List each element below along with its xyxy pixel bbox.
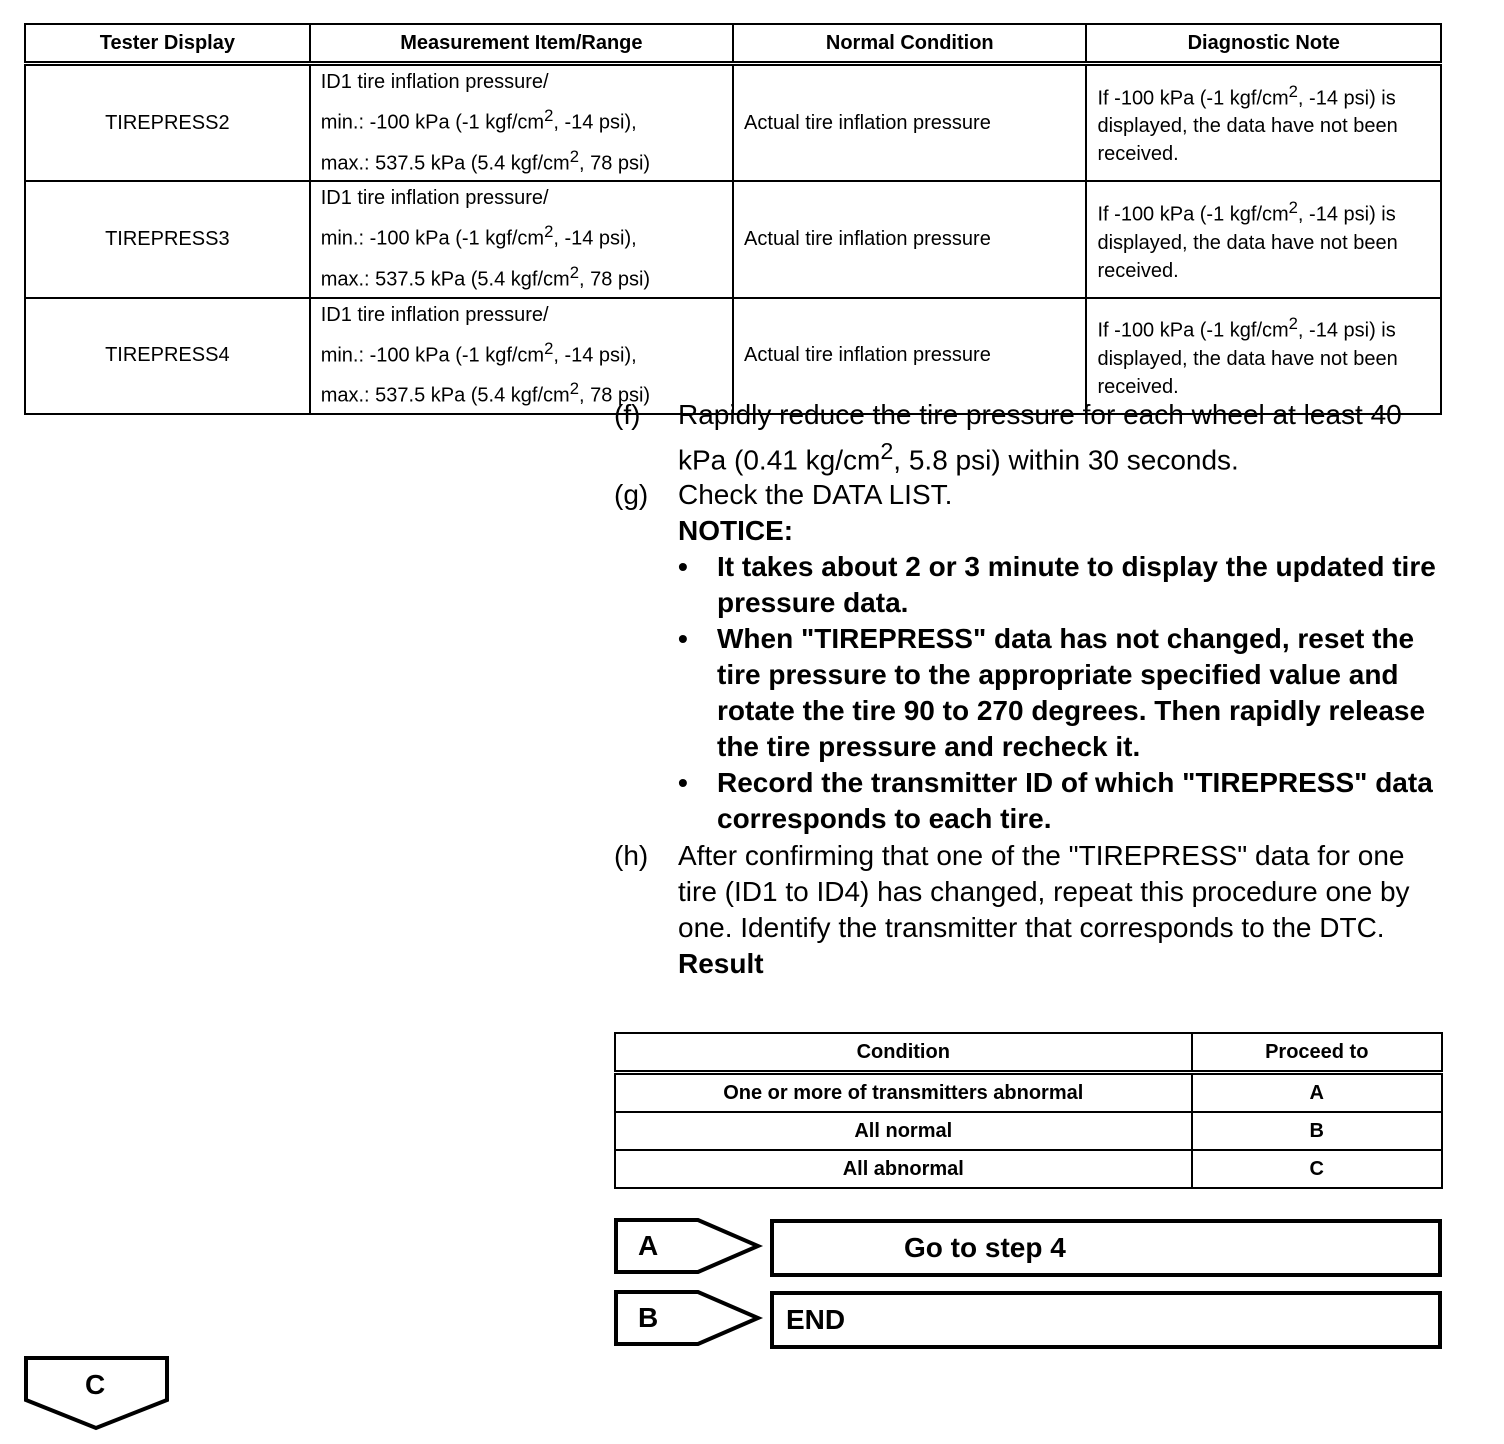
normal-condition-cell: Actual tire inflation pressure [733,64,1086,182]
bullet-text: It takes about 2 or 3 minute to display the updated tire pressure data. [717,551,1436,618]
step-text: Check the DATA LIST. [678,479,953,510]
range-line: ID1 tire inflation pressure/ [320,303,549,326]
proceed-cell: B [1192,1112,1442,1150]
go-box-text: Go to step 4 [904,1232,1066,1263]
bullet-dot: • [678,623,688,654]
range-line: max.: 537.5 kPa (5.4 kgf/$cm^2$, 78 psi) [320,146,651,175]
end-box[interactable] [770,1291,1442,1349]
condition-cell: All normal [615,1112,1192,1150]
bullet-text: When "TIREPRESS" data has not changed, reset the tire pressure to the appropriate specified value and rotate the tire 90 to 270 degrees. Then rapidly release the tire pressure and recheck it. [717,623,1426,762]
header-proceed-to: Proceed to [1192,1033,1442,1073]
header-tester-display: Tester Display [25,24,310,64]
range-line: min.: -100 kPa (-1 kgf/$cm^2$, -14 psi), [320,106,637,134]
bullet-dot: • [678,767,688,798]
normal-condition-cell: Actual tire inflation pressure [733,181,1086,297]
range-line: ID1 tire inflation pressure/ [320,187,549,210]
arrow-a-label: A [638,1230,659,1261]
range-line: ID1 tire inflation pressure/ [320,71,549,93]
go-box-text: END [786,1304,846,1335]
step-label: (g) [614,479,649,510]
result-heading: Result [678,948,764,979]
bullet-dot: • [678,551,688,582]
arrow-b-label: B [638,1302,659,1333]
bullet-text: Record the transmitter ID of which "TIREPRESS" data corresponds to each tire. [717,767,1433,834]
diagnostic-note-cell: If -100 kPa (-1 kgf/$cm^2$, -14 psi) is displayed, the data have not been received. [1086,64,1441,182]
notice-heading: NOTICE: [678,515,794,546]
step-text: After confirming that one of the "TIREPRESS" data for one tire (ID1 to ID4) has changed, repeat this procedure one by one. Identify the transmitter that corresponds to the DTC. [678,840,1410,943]
proceed-cell: C [1192,1150,1442,1188]
tester-display-cell: TIREPRESS3 [25,181,310,297]
tester-display-cell: TIREPRESS2 [25,64,310,182]
range-line: min.: -100 kPa (-1 kgf/$cm^2$, -14 psi), [320,222,637,250]
condition-cell: All abnormal [615,1150,1192,1188]
range-line: max.: 537.5 kPa (5.4 kgf/$cm^2$, 78 psi) [320,379,651,407]
range-line: min.: -100 kPa (-1 kgf/$cm^2$, -14 psi), [320,338,637,367]
header-normal-condition: Normal Condition [733,24,1086,64]
header-measurement-item: Measurement Item/Range [310,24,733,64]
header-diagnostic-note: Diagnostic Note [1086,24,1441,64]
diagnostic-note-cell: If -100 kPa (-1 kgf/$cm^2$, -14 psi) is displayed, the data have not been received. [1086,298,1441,414]
go-to-step-4-box[interactable] [770,1219,1442,1277]
arrow-c-label: C [85,1369,106,1400]
normal-condition-cell: Actual tire inflation pressure [733,298,1086,414]
header-condition: Condition [615,1033,1192,1073]
diagnostic-note-cell: If -100 kPa (-1 kgf/$cm^2$, -14 psi) is displayed, the data have not been received. [1086,181,1441,297]
condition-cell: One or more of transmitters abnormal [615,1073,1192,1113]
step-text: Rapidly reduce the tire pressure for each wheel at least 40 kPa (0.41 $kg/cm^2$, 5.8 psi) within 30 seconds. [678,399,1402,476]
proceed-cell: A [1192,1073,1442,1113]
tester-display-cell: TIREPRESS4 [25,298,310,414]
step-label: (f) [614,399,641,430]
step-label: (h) [614,840,649,871]
range-line: max.: 537.5 kPa (5.4 kgf/$cm^2$, 78 psi) [320,262,651,291]
